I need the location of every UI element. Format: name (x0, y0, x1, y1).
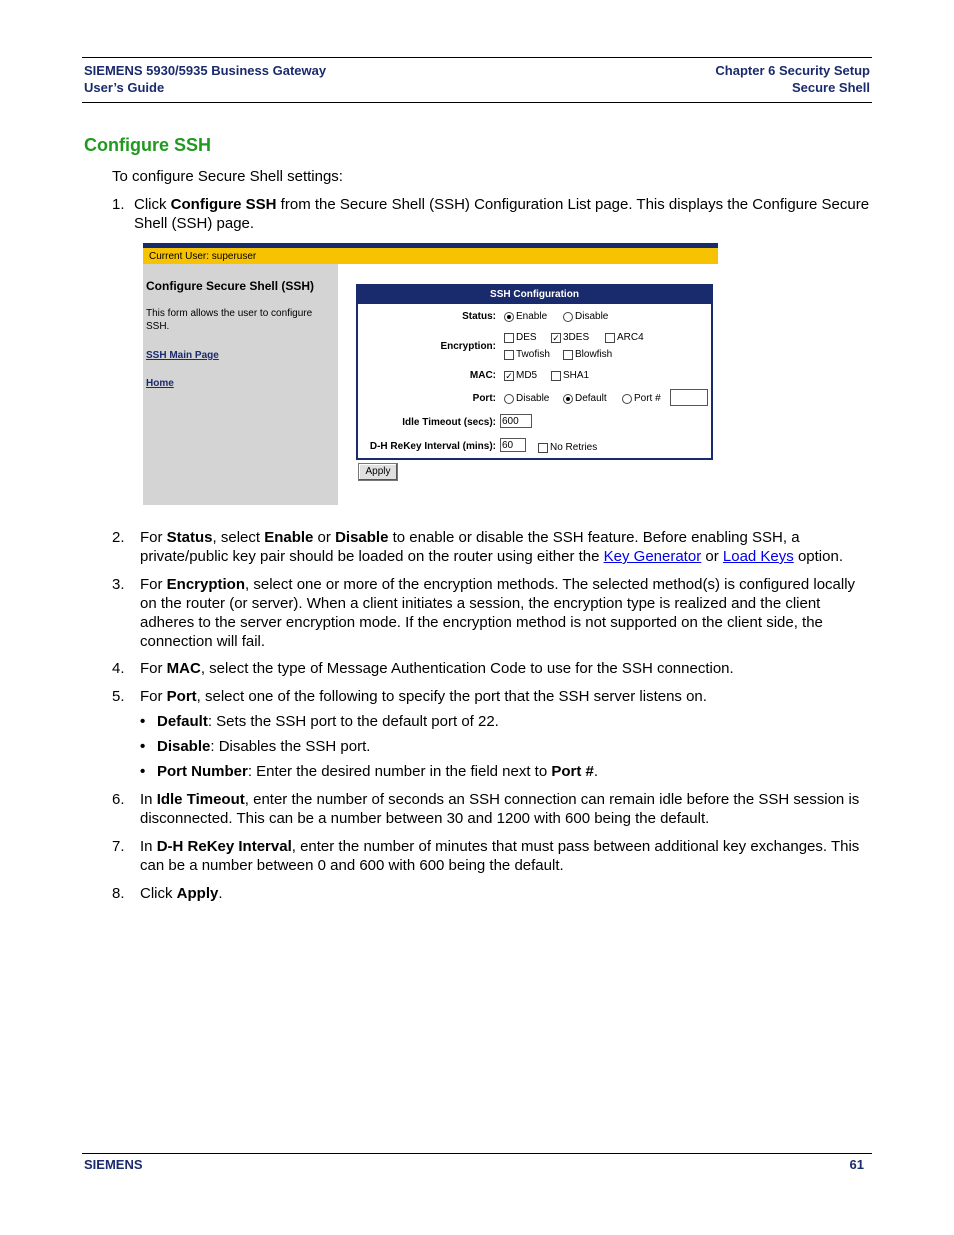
idle-timeout-input[interactable]: 600 (500, 414, 532, 428)
bold-term: Enable (264, 529, 314, 546)
header-chapter: Chapter 6 Security Setup (715, 63, 870, 78)
no-retries-option[interactable] (538, 442, 597, 453)
text: , select the type of Message Authentication Code to use for the SSH connection. (200, 660, 734, 677)
text: , select one of the following to specify the port that the SSH server listens on. (196, 688, 707, 705)
mac-sha1-option[interactable] (551, 370, 589, 381)
option-label: Port # (634, 393, 661, 404)
port-number-radio[interactable] (622, 394, 632, 404)
idle-timeout-label: Idle Timeout (secs): (402, 417, 496, 428)
port-label: Port: (472, 393, 496, 404)
footer-rule (82, 1153, 872, 1154)
header-product: SIEMENS 5930/5935 Business Gateway (84, 63, 327, 78)
enc-arc4-checkbox[interactable] (605, 333, 615, 343)
option-label: No Retries (550, 442, 598, 453)
left-pane (143, 264, 338, 505)
step-number: 1. (112, 196, 125, 213)
text: For (140, 660, 167, 677)
page-description: This form allows the user to configure SSH. (146, 308, 313, 332)
text: . (593, 763, 599, 780)
option-label: Disable (516, 393, 550, 404)
text: : Disables the SSH port. (210, 738, 371, 755)
intro-text: To configure Secure Shell settings: (112, 168, 343, 185)
text: For (140, 688, 167, 705)
port-number-input[interactable] (670, 389, 708, 406)
step-text (140, 659, 872, 678)
text: or (313, 529, 336, 546)
step-text (140, 528, 872, 566)
text: In (140, 791, 157, 808)
bold-term: Disable (157, 738, 211, 755)
mac-md5-checkbox[interactable]: ✓ (505, 370, 513, 381)
bullet-text (157, 737, 370, 756)
status-disable-radio[interactable] (563, 312, 573, 322)
status-enable-radio[interactable] (504, 312, 514, 322)
text: , select one or more of the encryption methods. The selected method(s) is configured locally on the router (or server). When a client initiates a session, the encryption type is realized and the client adheres to the server encryption mode. If the encryption method is not supported on the client side, the connection will fail. (140, 576, 856, 650)
enc-3des-option[interactable] (551, 332, 589, 343)
enc-des-checkbox[interactable] (504, 333, 514, 343)
step-text (140, 575, 872, 651)
key-generator-link[interactable]: Key Generator (603, 548, 702, 565)
bold-term: Disable (335, 529, 389, 546)
home-link[interactable]: Home (146, 378, 174, 389)
page-number: 61 (849, 1157, 864, 1172)
page-title: Configure Secure Shell (SSH) (146, 279, 315, 293)
enc-blowfish-checkbox[interactable] (563, 350, 573, 360)
section-title: Configure SSH (84, 135, 212, 155)
step-text (140, 837, 872, 875)
enc-3des-checkbox[interactable]: ✓ (552, 332, 560, 343)
option-label: Disable (575, 311, 609, 322)
option-label: Enable (516, 311, 548, 322)
option-label: ARC4 (617, 332, 644, 343)
bold-term: Configure SSH (170, 196, 277, 213)
mac-sha1-checkbox[interactable] (551, 371, 561, 381)
configure-ssh-screenshot (143, 243, 718, 505)
bold-term: Status (166, 529, 213, 546)
text: , select (212, 529, 265, 546)
enc-twofish-checkbox[interactable] (504, 350, 514, 360)
apply-button[interactable]: Apply (358, 463, 398, 481)
port-disable-radio[interactable] (504, 394, 514, 404)
bullet-text (157, 712, 499, 731)
current-user-label: Current User: superuser (149, 251, 257, 262)
text: For (140, 576, 167, 593)
header-right (715, 62, 870, 96)
text: option. (793, 548, 843, 565)
step-number: 3. (112, 576, 125, 593)
option-label: 3DES (563, 332, 590, 343)
encryption-label: Encryption: (440, 341, 496, 352)
text: For (140, 529, 167, 546)
text: In (140, 838, 157, 855)
text: Click (140, 885, 177, 902)
option-label: Twofish (516, 349, 550, 360)
text: or (701, 548, 723, 565)
no-retries-checkbox[interactable] (538, 443, 548, 453)
bold-term: MAC (166, 660, 201, 677)
text: to enable or disable the SSH feature. Before enabling SSH, a private/public key pair should be loaded on the router using either the (140, 529, 800, 565)
option-label: DES (516, 332, 537, 343)
enc-blowfish-option[interactable] (563, 349, 612, 360)
bold-term: Port Number (157, 763, 248, 780)
header-top-rule (82, 57, 872, 58)
step-number: 6. (112, 791, 125, 808)
bold-term: Apply (176, 885, 219, 902)
port-number-option[interactable] (622, 393, 661, 404)
enc-des-option[interactable] (504, 332, 537, 343)
header-section: Secure Shell (791, 80, 870, 95)
footer-brand: SIEMENS (84, 1157, 143, 1172)
bullet-dot: • (140, 763, 146, 780)
step-2 (112, 528, 872, 568)
bold-term: Port # (551, 763, 594, 780)
ssh-configuration-box (356, 284, 713, 460)
text: from the Secure Shell (SSH) Configuration List page. This displays the Configure Secure Shell (SSH) page. (134, 196, 870, 232)
port-disable-option[interactable] (504, 393, 549, 404)
text: Click (134, 196, 171, 213)
bullet-dot: • (140, 738, 146, 755)
status-disable-option[interactable] (563, 311, 608, 322)
bold-term: Idle Timeout (156, 791, 245, 808)
text: . (218, 885, 223, 902)
bold-term: Default (157, 713, 208, 730)
ssh-main-page-link[interactable]: SSH Main Page (146, 350, 219, 361)
ssh-configuration-title: SSH Configuration (358, 286, 711, 304)
rekey-interval-label: D-H ReKey Interval (mins): (369, 441, 496, 452)
status-enable-option[interactable] (504, 311, 547, 322)
bold-term: D-H ReKey Interval (156, 838, 292, 855)
text: , enter the number of seconds an SSH connection can remain idle before the SSH session is disconnected. This can be a number between 30 and 1200 with 600 being the default. (140, 791, 860, 827)
step-text (140, 687, 872, 706)
text: , enter the number of minutes that must pass between additional key exchanges. This can be a number between 0 and 600 with 600 being the default. (140, 838, 860, 874)
rekey-interval-input[interactable]: 60 (500, 438, 526, 452)
bullet-dot: • (140, 713, 146, 730)
load-keys-link[interactable]: Load Keys (722, 548, 794, 565)
enc-twofish-option[interactable] (504, 349, 550, 360)
text: : Enter the desired number in the field next to (247, 763, 552, 780)
step-text (140, 884, 872, 903)
option-label: MD5 (516, 370, 538, 381)
step-text (140, 790, 872, 828)
step-number: 4. (112, 660, 125, 677)
option-label: Default (575, 393, 607, 404)
mac-label: MAC: (469, 370, 496, 381)
text: : Sets the SSH port to the default port of 22. (207, 713, 499, 730)
port-default-option[interactable] (563, 393, 607, 404)
step-number: 7. (112, 838, 125, 855)
step-text (134, 195, 872, 233)
current-user-bar (143, 243, 718, 264)
enc-arc4-option[interactable] (605, 332, 644, 343)
status-label: Status: (462, 311, 496, 322)
header-left (84, 62, 326, 96)
bold-term: Encryption (166, 576, 246, 593)
step-number: 5. (112, 688, 125, 705)
mac-md5-option[interactable] (504, 370, 537, 381)
bold-term: Port (166, 688, 197, 705)
step-number: 8. (112, 885, 125, 902)
port-default-radio[interactable] (563, 394, 573, 404)
option-label: Blowfish (575, 349, 613, 360)
step-number: 2. (112, 529, 125, 546)
option-label: SHA1 (563, 370, 590, 381)
bullet-text (157, 762, 598, 781)
header-bottom-rule (82, 102, 872, 103)
header-guide: User’s Guide (84, 80, 165, 95)
